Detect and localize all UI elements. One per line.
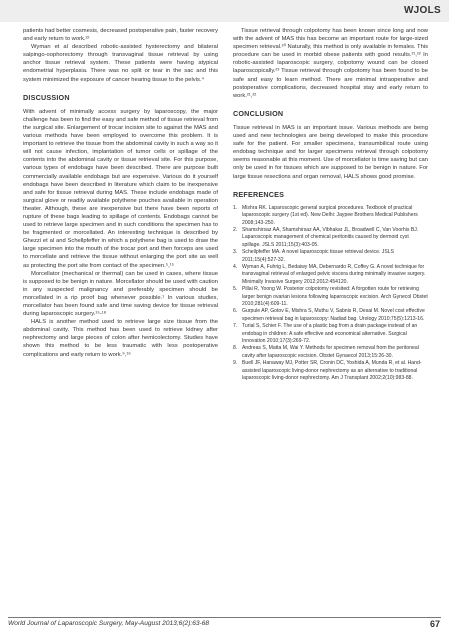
- reference-number: 4.: [233, 263, 238, 270]
- journal-tag: WJOLS: [403, 5, 441, 16]
- reference-text: Buell JF, Hanaway MJ, Potter SR, Cronin DC, Yoshida A, Munda R, et al. Hand-assisted laparoscopic living-donor nephrectomy as an alternative to traditional laparoscopic living-donor nephrectomy. Am J Transplant 2002;2(10):983-88.: [242, 360, 422, 382]
- reference-text: Mishra RK. Laparoscopic general surgical procedures. Textbook of practical laparoscopic surgery (1st ed). New Delhi: Jaypee Brothers Medical Publishers 2008;143-250.: [242, 204, 418, 226]
- right-column: [233, 27, 428, 382]
- paragraph: patients had better cosmesis, decreased postoperative pain, faster recovery and early return to work.²²: [23, 28, 218, 43]
- reference-number: 3.: [233, 249, 238, 256]
- running-header: [0, 0, 449, 22]
- footer-citation: World Journal of Laparoscopic Surgery, May-August 2013;6(2):63-68: [8, 620, 210, 627]
- discussion-heading: DISCUSSION: [23, 92, 70, 102]
- conclusion-heading: CONCLUSION: [233, 108, 284, 118]
- reference-number: 6.: [233, 308, 238, 315]
- reference-number: 1.: [233, 204, 238, 211]
- left-column: [23, 27, 218, 359]
- paragraph: With advent of minimally access surgery by laparoscopy, the major challenge has been to find the easy and safe method of tissue retrieval from the surgical site. Enlargement of trocar incision site to against the MAS and various methods have been employed to overcome this problem. It is important to retrieve the tissue from the abdominal cavity in such a way so it will not cause infection, implantation of tumor cells or spillage of the contents into the abdominal cavity or tissue retrieval site. For this purpose, various types of endobags have been described. There are purpose built commercially available endobags but are expensive. Various do it yourself endobags have been described in literature which claim to be inexpensive and safe for tissue retrieval during MAS. These include endobags made of surgical glove or readily available polythene pouches available in operation theater. Although, these are inexpensive but there have been reports of rupture of these bags leading to spillage of contents. Endobags cannot be used to retrieve large specimen and in such conditions the specimen has to be fragmented or morcellated. An interesting technique is described by Ghezzi et al and Schellpfeffer in which a polythene bag is used to draw the large specimen into the mouth of the trocar port and then forceps are used to morcellate and retrieve the tissue without enlarging the port site as well as protecting the port site from contact of the specimen.⁵,¹⁵: [23, 108, 218, 269]
- reference-text: Schellpfeffer MA. A novel laparoscopic tissue retrieval device. JSLS 2011;15(4):527-32.: [242, 249, 394, 263]
- page-number: 67: [429, 619, 440, 629]
- reference-list: [233, 205, 428, 383]
- paragraph: Tissue retrieval through colpotomy has been known since long and now with the advent of MAS this has become an important route for large-sized specimen retrieval.²⁰ Naturally, this method is only available in females. This procedure can be used in morbid obese patients with good results.²¹,²² In robotic-assisted laparoscopic surgery, colpotomy wound can be closed laparoscopically.²³ Tissue retrieval through colpotomy has been found to be safe and easy to learn method. There are minimal intraoperative and postoperative complications, decreased hospital stay and early return to work.²¹,²²: [233, 28, 428, 99]
- reference-item: [233, 345, 428, 360]
- paragraph: Tissue retrieval in MAS is an important issue. Various methods are being used and new technologies are being developed to make this procedure safe for the patient. For smaller specimens, transumbilical route using endobag technique and for larger specimens retrieval through colpotomy seems reasonable at this moment. Use of morcellator is time saving but can only be used in for tissues which are supposed to be benign in nature. For large tissue resections and organ removal, HALS shows good promise.: [233, 124, 428, 180]
- paragraph: Wyman et al described robotic-assisted hysterectomy and bilateral salpingo-oophorectomy through transvaginal tissue retrieval by using anchor tissue retrieval system. These patients were having atypical endometrial hyperplasia. There was no split or tear in the sac and this system minimized the exposure of cancer hearing tissue to the pelvis.⁴: [23, 44, 218, 83]
- reference-item: [233, 323, 428, 345]
- reference-item: [233, 286, 428, 308]
- reference-item: [233, 308, 428, 323]
- reference-item: [233, 360, 428, 382]
- reference-number: 5.: [233, 286, 238, 293]
- reference-text: Turial S, Schier F. The use of a plastic bag from a drain package instead of an endobag in children: A safe effective and economical alternative. Surgical Innovation 2010;17(3):269-72.: [242, 323, 418, 344]
- reference-item: [233, 227, 428, 249]
- reference-number: 2.: [233, 226, 238, 233]
- reference-number: 7.: [233, 323, 238, 330]
- reference-text: Wyman A, Fuhrig L, Bedaiwy MA, Debernardo R, Coffey G. A novel technique for transvaginal retrieval of enlarged pelvic viscera during minimally invasive surgery. Minimally Invasive Surgery 2012;2012:454120.: [242, 263, 426, 285]
- reference-text: Pillai R, Yoong W. Posterior colpotomy revisited: A forgotten route for retrieving larger benign ovarian lesions following laparoscopic excision. Arch Gynecol Obstet 2010;281(4):609-11.: [242, 286, 428, 307]
- footer-rule: [8, 617, 441, 618]
- reference-text: Andreas S, Matta M, Wai Y. Methods for specimen removal from the peritoneal cavity after laparoscopic excision. Obstet Gynaecol 2013;15:26-30.: [242, 345, 419, 359]
- reference-item: [233, 205, 428, 227]
- paragraph: Morcellator (mechanical or thermal) can be used in cases, where tissue is supposed to be benign in nature. Morcellator should be used with caution in any suspected malignancy and preferably specimen should be morcellated in a rip proof bag whenever possible.¹ In various studies, morcellator has been found safe and time saving device for tissue retrieval during laparoscopic surgery.¹⁵-¹⁸: [23, 270, 218, 318]
- reference-item: [233, 249, 428, 264]
- reference-number: 9.: [233, 360, 238, 367]
- paragraph: HALS is another method used to retrieve large size tissue from the abdominal cavity. This method has been used to retrieve kidney after nephrectomy and large pieces of colon after hemicolectomy. Studies have shown this method to be less traumatic with less postoperative complications and early return to work.⁹,¹⁹: [23, 319, 218, 358]
- reference-number: 8.: [233, 345, 238, 352]
- reference-text: Gurpule AP, Gotov E, Mishra S, Muthu V, Sabnis R, Desai M. Novel cost effective specimen retrieval bag in laparoscopy: Nadiad bag. Urology 2010;75(5):1213-16.: [242, 308, 425, 322]
- references-heading: REFERENCES: [233, 189, 285, 199]
- reference-item: [233, 264, 428, 286]
- reference-text: Shamshirsaz AA, Shamshirsaz AA, Vibhakar JL, Broadwell C, Van Voorhis BJ. Laparoscopic management of chemical peritonitis caused by dermoid cyst spillage. JSLS 2011;15(3):403-05.: [242, 226, 419, 248]
